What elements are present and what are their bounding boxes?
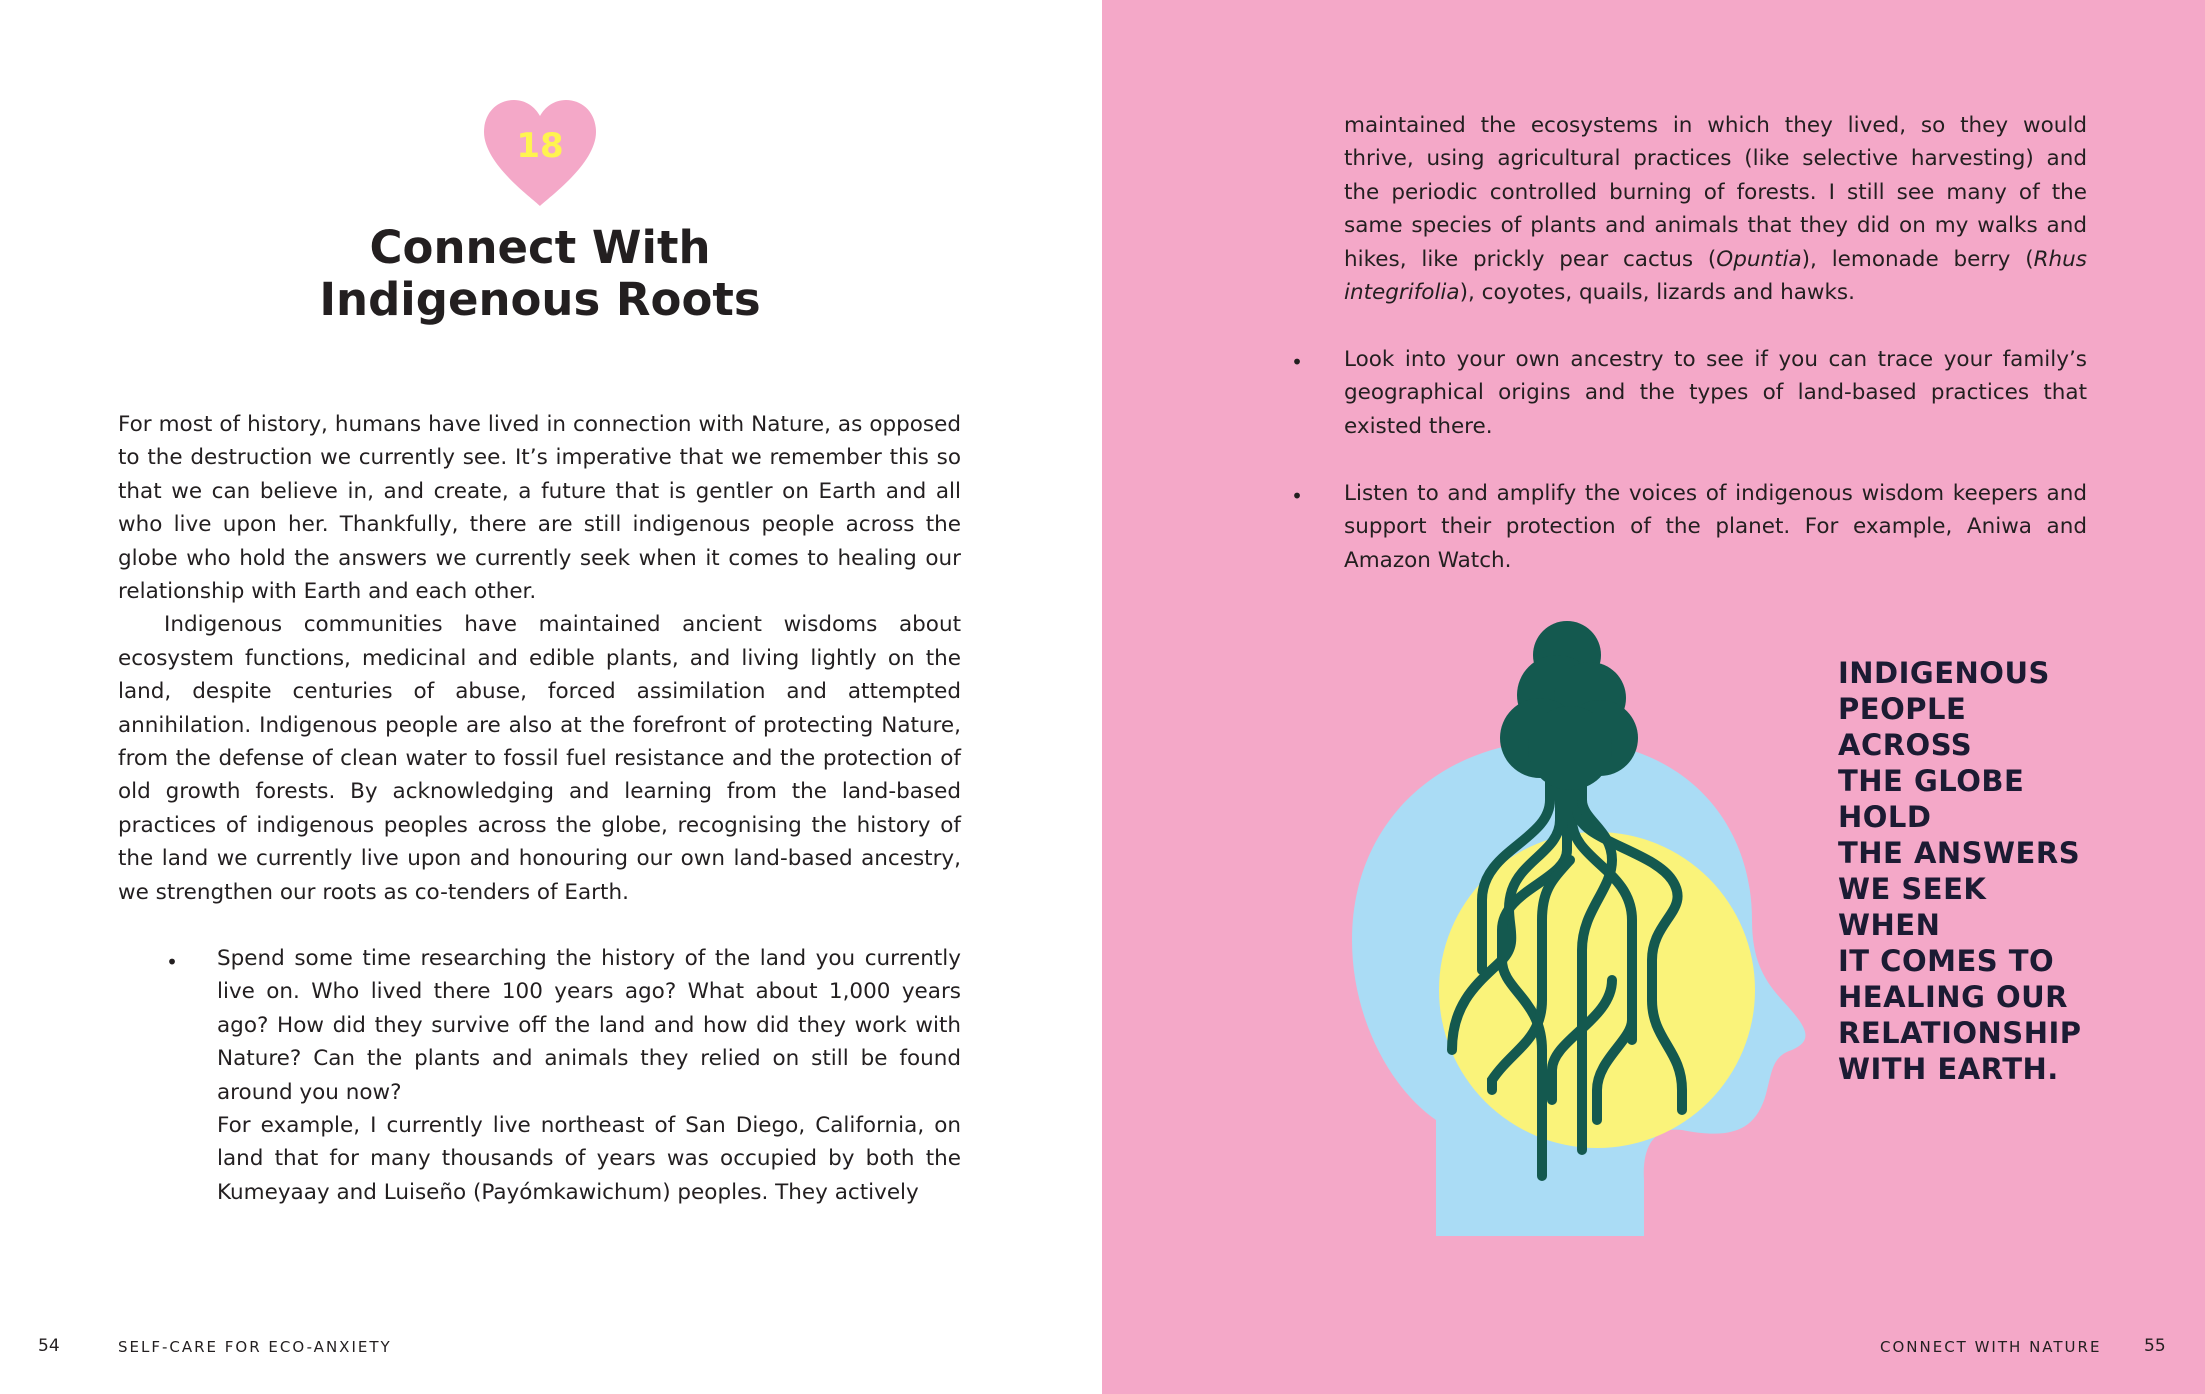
paragraph-2: Indigenous communities have maintained ancient wisdoms about ecosystem functions, medicinal and edible plants, and living lightly on the land, despite centuries of abuse, forced assimilation and attempted annihilation. Indigenous people are also at the forefront of protecting Nature, from the defense of clean water to fossil fuel resistance and the protection of old growth forests. By acknowledging and learning from the land-based practices of indigenous peoples across the globe, recognising the history of the land we currently live upon and honouring our own land-based ancestry, we strengthen our roots as co-tenders of Earth. [118, 612, 961, 905]
badge-number: 18 [516, 126, 564, 166]
title-line-1: Connect With [369, 221, 711, 274]
bullet-3-text: Listen to and amplify the voices of indigenous wisdom keepers and support their protection of the planet. For example, Aniwa and Amazon Watch. [1344, 481, 2087, 573]
bullet-marker: • [1291, 350, 1303, 374]
right-page-number: 55 [2144, 1336, 2166, 1356]
continued-part-1: maintained the ecosystems in which they lived, so they would thrive, using agricultural practices (like selective harvesting) and the periodic controlled burning of forests. I still see many of the same species of plants and animals that they did on my walks and hikes, like prickly pear cactus ( [1344, 113, 2087, 272]
tree-canopy [1500, 621, 1638, 790]
bullet-marker: • [1291, 484, 1303, 508]
paragraph-1: For most of history, humans have lived in connection with Nature, as opposed to the destruction we currently see. It’s imperative that we remember this so that we can believe in, and create, a future that is gentler on Earth and all who live upon her. Thankfully, there are still indigenous people across the globe who hold the answers we currently seek when it comes to healing our relationship with Earth and each other. [118, 412, 961, 605]
italic-opuntia: Opuntia [1716, 246, 1802, 272]
left-page-number: 54 [38, 1336, 60, 1356]
right-continued-text [1344, 109, 2087, 309]
continued-part-2: ), lemonade berry ( [1801, 246, 2034, 272]
quote-line: INDIGENOUS [1838, 656, 2050, 690]
continued-part-3: ), coyotes, quails, lizards and hawks. [1459, 280, 1855, 306]
bullet-1 [217, 942, 961, 1109]
bullet-marker: • [166, 950, 178, 974]
quote-line: RELATIONSHIP [1838, 1016, 2082, 1050]
quote-line: WITH EARTH. [1838, 1052, 2059, 1086]
right-footer-title: CONNECT WITH NATURE [1880, 1338, 2102, 1356]
quote-line: IT COMES TO [1838, 944, 2055, 978]
heart-badge [480, 98, 600, 208]
page-title [250, 222, 830, 326]
bullet-1-text: Spend some time researching the history of the land you currently live on. Who lived there 100 years ago? What about 1,000 years ago? How did they survive off the land and how did they work with Nature? Can the plants and animals they relied on still be found around you now? [217, 946, 961, 1105]
left-footer-title: SELF-CARE FOR ECO-ANXIETY [118, 1338, 392, 1356]
quote-line: PEOPLE ACROSS [1838, 692, 1973, 762]
quote-line: HEALING OUR [1838, 980, 2068, 1014]
quote-line: THE GLOBE HOLD [1838, 764, 2025, 834]
bullet-2 [1344, 343, 2087, 443]
head-tree-illustration [1352, 620, 1812, 1240]
pull-quote [1838, 655, 2098, 1087]
quote-line: THE ANSWERS [1838, 836, 2081, 870]
bullet-2-text: Look into your own ancestry to see if you can trace your family’s geographical origins and the types of land-based practices that existed there. [1344, 347, 2087, 439]
continued-paragraph [1344, 109, 2087, 309]
title-line-2: Indigenous Roots [319, 273, 761, 326]
quote-line: WE SEEK WHEN [1838, 872, 1987, 942]
bullet-3 [1344, 477, 2087, 577]
bullet-1-continued-text: For example, I currently live northeast of San Diego, California, on land that for many thousands of years was occupied by both the Kumeyaay and Luiseño (Payómkawichum) peoples. They actively [217, 1113, 961, 1205]
bullet-1-continued [217, 1109, 961, 1209]
left-body-text [118, 408, 961, 909]
italic-rhus: Rhus integrifolia [1344, 246, 2088, 306]
